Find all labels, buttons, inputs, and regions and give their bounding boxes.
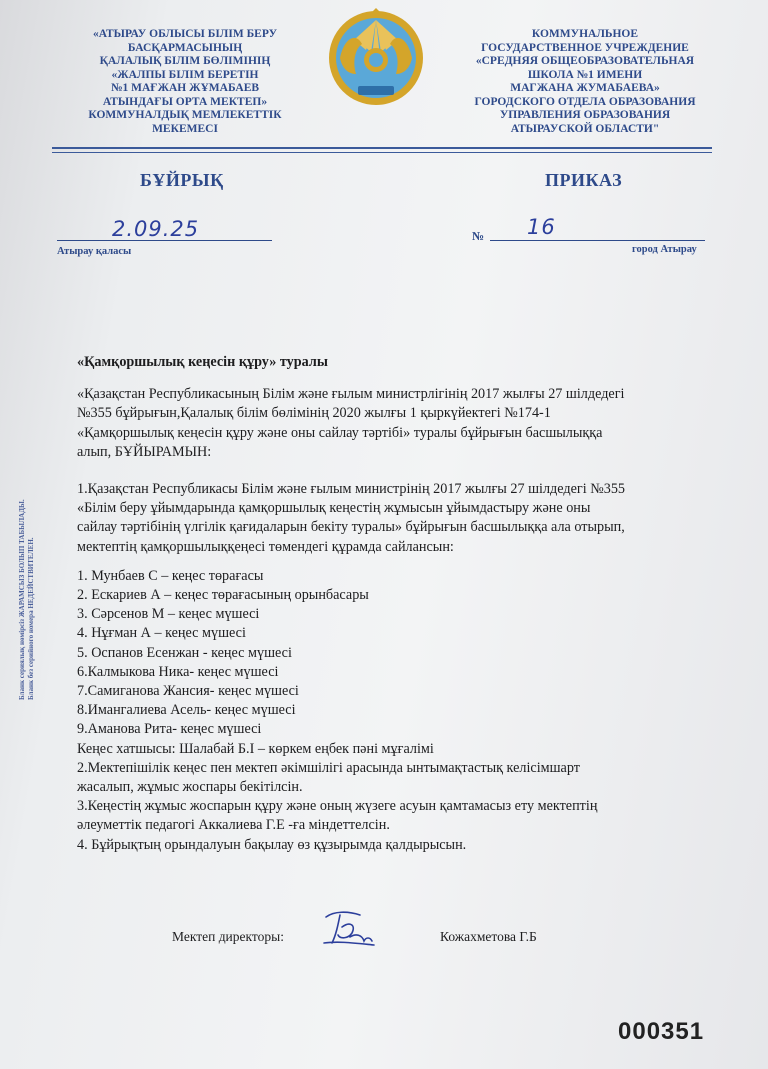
header-rule-thin — [52, 152, 712, 153]
handwritten-signature — [320, 907, 376, 949]
preamble-line: алып, БҰЙЫРАМЫН: — [77, 443, 212, 460]
member-item: 2. Ескариев А – кеңес төрағасының орынбасары — [77, 587, 369, 604]
item3-line: 3.Кеңестің жұмыс жоспарын құру және оның жүзеге асуын қамтамасыз ету мектептің — [77, 798, 598, 815]
preamble-line: «Қамқоршылық кеңесін құру және оны сайлау тәртібі» туралы бұйрығын басшылыққа — [77, 424, 603, 441]
member-item: 7.Самиганова Жансия- кеңес мүшесі — [77, 683, 299, 700]
header-line: «АТЫРАУ ОБЛЫСЫ БІЛІМ БЕРУ — [92, 28, 278, 40]
header-line: №1 МАҒЖАН ЖҰМАБАЕВ — [110, 82, 260, 94]
spacer — [77, 557, 717, 567]
header-line: ҚАЛАЛЫҚ БІЛІМ БӨЛІМІНІҢ — [99, 55, 271, 67]
member-item: 4. Нұғман А – кеңес мүшесі — [77, 625, 246, 642]
serial-warning-note — [18, 499, 36, 700]
director-label: Мектеп директоры: — [172, 929, 284, 944]
spacer — [77, 462, 717, 480]
preamble-line: «Қазақстан Республикасының Білім және ғылым министрлігінің 2017 жылғы 27 шілдедегі — [77, 386, 625, 403]
item2-line: жасалып, жұмыс жоспары бекітілсін. — [77, 779, 303, 796]
state-emblem — [326, 8, 426, 108]
member-item: 5. Оспанов Есенжан - кеңес мүшесі — [77, 644, 292, 661]
item1-line: сайлау тәртібінің үлгілік қағидаларын бекіту туралы» бұйрығын басшылыққа ала отырып, — [77, 519, 625, 536]
header-line: МАГЖАНА ЖУМАБАЕВА» — [510, 82, 660, 94]
number-handwritten: 16 — [527, 215, 556, 239]
date-handwritten: 2.09.25 — [112, 217, 200, 241]
item1-line: «Білім беру ұйымдарында қамқоршылық кеңестің жұмысын ұйымдастыру және оны — [77, 500, 591, 517]
header-line: ШКОЛА №1 ИМЕНИ — [527, 68, 643, 81]
header-line: КОММУНАЛЬНОЕ — [531, 28, 639, 40]
secretary-line: Кеңес хатшысы: Шалабай Б.І – көркем еңбек пәні мұғалімі — [77, 740, 434, 757]
date-line — [57, 240, 272, 241]
header-line: АТЫРАУСКОЙ ОБЛАСТИ" — [510, 122, 660, 135]
serial-number: 000351 — [618, 1018, 705, 1045]
order-subject: «Қамқоршылық кеңесін құру» туралы — [77, 354, 328, 370]
header-rule — [52, 147, 712, 149]
member-item: 9.Аманова Рита- кеңес мүшесі — [77, 721, 262, 738]
header-line: «ЖАЛПЫ БІЛІМ БЕРЕТІН — [111, 68, 259, 81]
header-kz — [70, 28, 300, 136]
member-item: 8.Имангалиева Асель- кеңес мүшесі — [77, 702, 296, 719]
item4-line: 4. Бұйрықтың орындалуын бақылау өз құзырымда қалдырысын. — [77, 836, 467, 853]
header-line: МЕКЕМЕСІ — [152, 122, 218, 135]
item1-line: мектептің қамқоршылыққеңесі төмендегі құрамда сайлансын: — [77, 538, 454, 555]
header-line: БАСҚАРМАСЫНЫҢ — [127, 41, 243, 54]
side-note-line: Бланк сериялық нөмірсіз ЖАРАМСЫЗ БОЛЫП ТАБЫЛАДЫ. — [18, 499, 26, 700]
doc-type-kz: БҰЙРЫҚ — [140, 170, 224, 190]
header-line: АТЫНДАҒЫ ОРТА МЕКТЕП» — [102, 95, 268, 108]
member-item: 6.Калмыкова Ника- кеңес мүшесі — [77, 663, 279, 680]
city-ru: город Атырау — [632, 244, 697, 255]
item2-line: 2.Мектепішілік кеңес пен мектеп әкімшілігі арасында ынтымақтастық келісімшарт — [77, 759, 580, 776]
number-sign: № — [472, 229, 485, 243]
member-item: 3. Сәрсенов М – кеңес мүшесі — [77, 606, 260, 623]
item1-line: 1.Қазақстан Республикасы Білім және ғылым министрінің 2017 жылғы 27 шілдедегі №355 — [77, 481, 626, 498]
header-ru — [470, 28, 700, 136]
side-note-line: Бланк без серийного номера НЕДЕЙСТВИТЕЛЕН. — [27, 537, 35, 700]
header-line: ГОРОДСКОГО ОТДЕЛА ОБРАЗОВАНИЯ — [474, 95, 696, 108]
item3-line: әлеуметтік педагогі Аккалиева Г.Е -ға міндеттелсін. — [77, 817, 390, 834]
preamble-line: №355 бұйрығын,Қалалық білім бөлімінің 2020 жылғы 1 қыркүйектегі №174-1 — [77, 405, 551, 422]
director-name: Кожахметова Г.Б — [440, 929, 537, 944]
header-line: ГОСУДАРСТВЕННОЕ УЧРЕЖДЕНИЕ — [481, 41, 689, 54]
header-line: «СРЕДНЯЯ ОБЩЕОБРАЗОВАТЕЛЬНАЯ — [475, 55, 695, 67]
doc-type-ru: ПРИКАЗ — [545, 170, 623, 190]
city-kz: Атырау қаласы — [57, 246, 132, 257]
member-item: 1. Мунбаев С – кеңес төрағасы — [77, 567, 264, 584]
header-line: УПРАВЛЕНИЯ ОБРАЗОВАНИЯ — [499, 109, 671, 121]
header-line: КОММУНАЛДЫҚ МЕМЛЕКЕТТІК — [88, 109, 282, 121]
order-body — [77, 353, 717, 855]
number-line — [490, 240, 705, 241]
